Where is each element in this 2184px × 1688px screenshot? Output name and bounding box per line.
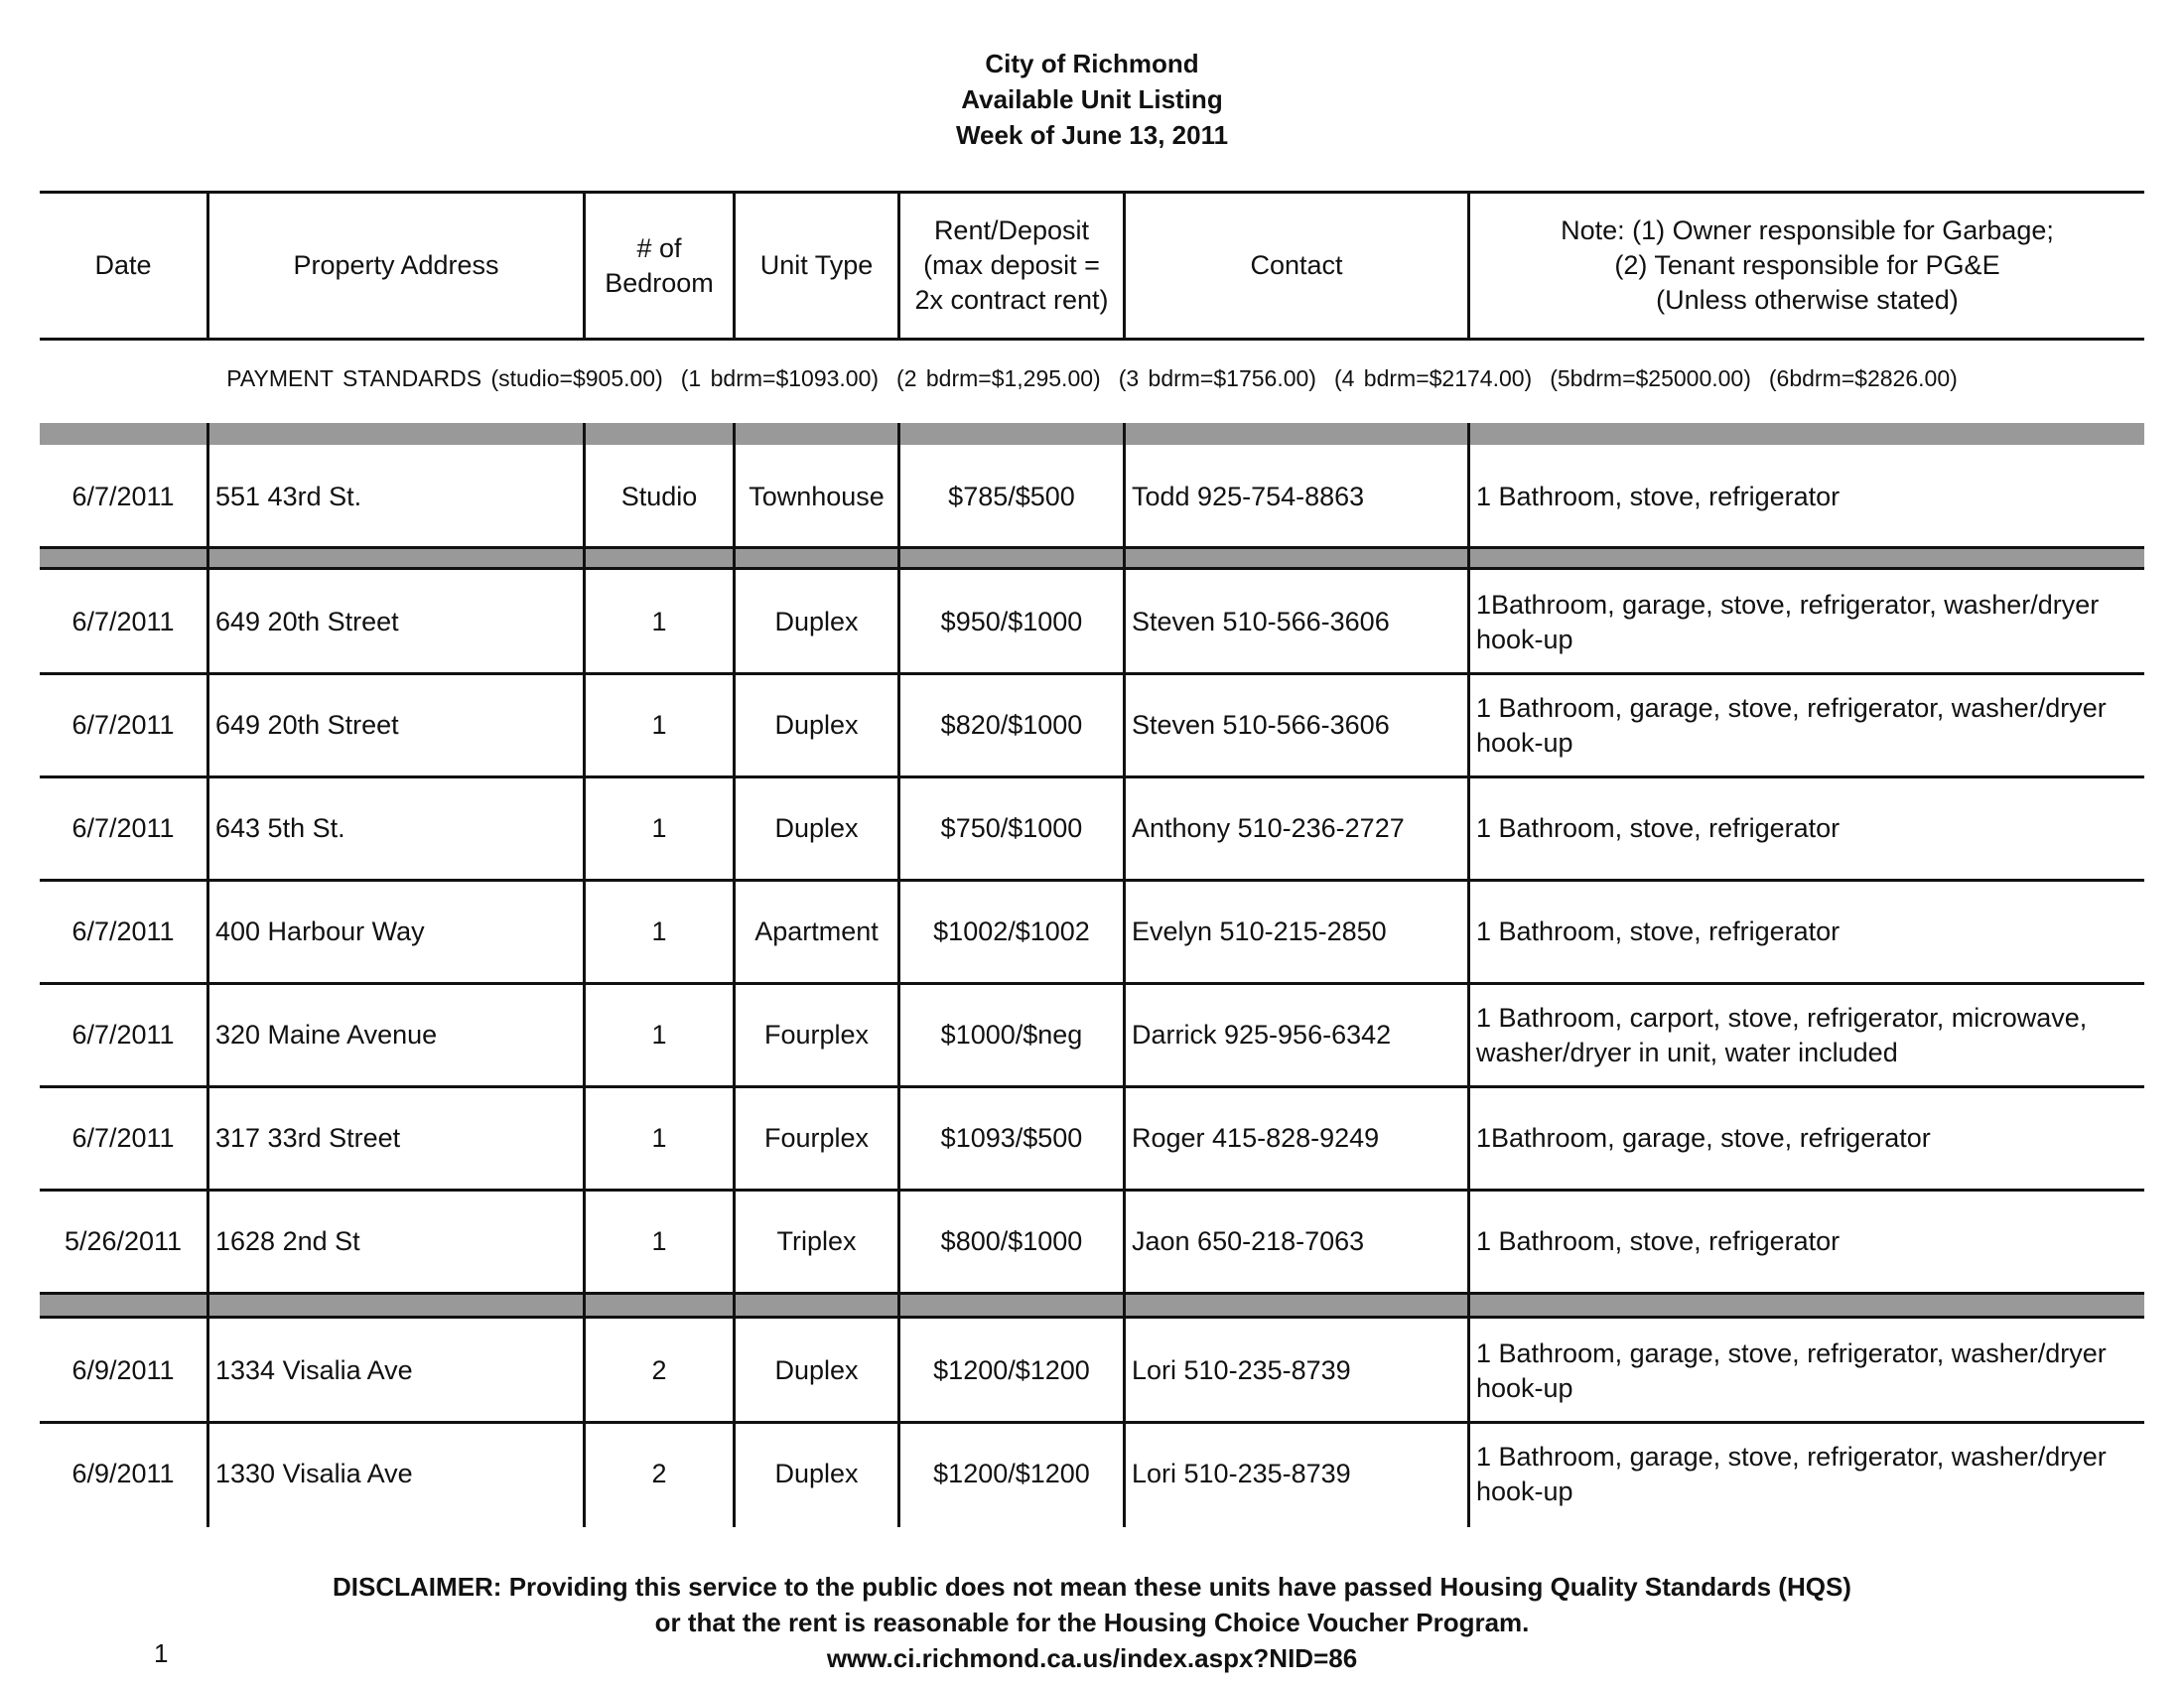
cell-address: 320 Maine Avenue (215, 1020, 438, 1050)
cell-unit-type: Fourplex (763, 1020, 870, 1050)
document-subtitle: Available Unit Listing (961, 84, 1223, 114)
header-bottom-rule (40, 338, 2144, 341)
cell-date: 6/7/2011 (71, 1020, 175, 1050)
cell-contact: Darrick 925-956-6342 (1132, 1020, 1392, 1050)
cell-note: 1 Bathroom, stove, refrigerator (1476, 1226, 1841, 1256)
column-header-note: Note: (1) Owner responsible for Garbage; (2) Tenant responsible for PG&E (Unless otherwise stated) (1561, 215, 2054, 315)
cell-contact: Roger 415-828-9249 (1132, 1123, 1380, 1153)
row-rule (40, 567, 2144, 570)
cell-note: 1 Bathroom, garage, stove, refrigerator, washer/dryer hook-up (1476, 692, 2107, 758)
page-number: 1 (154, 1638, 169, 1668)
cell-contact: Lori 510-235-8739 (1132, 1459, 1351, 1488)
cell-address: 649 20th Street (215, 607, 399, 636)
cell-note: 1Bathroom, garage, stove, refrigerator (1476, 1123, 1931, 1153)
cell-bedroom: 1 (651, 710, 667, 740)
disclaimer-line-2: or that the rent is reasonable for the Housing Choice Voucher Program. (654, 1608, 1530, 1637)
cell-rent: $1200/$1200 (933, 1355, 1090, 1385)
cell-note: 1 Bathroom, stove, refrigerator (1476, 813, 1841, 843)
cell-contact: Todd 925-754-8863 (1132, 482, 1365, 511)
cell-address: 400 Harbour Way (215, 916, 425, 946)
column-header-bedroom: # of Bedroom (605, 232, 714, 298)
cell-date: 6/7/2011 (71, 1123, 175, 1153)
payment-standard-item: (1 bdrm=$1093.00) (680, 365, 880, 391)
cell-unit-type: Duplex (774, 607, 859, 636)
cell-address: 649 20th Street (215, 710, 399, 740)
cell-note: 1 Bathroom, garage, stove, refrigerator, washer/dryer hook-up (1476, 1337, 2107, 1403)
cell-contact: Evelyn 510-215-2850 (1132, 916, 1387, 946)
cell-unit-type: Duplex (774, 1459, 859, 1488)
group-separator (40, 1293, 2144, 1316)
cell-date: 6/9/2011 (71, 1355, 175, 1385)
cell-note: 1 Bathroom, stove, refrigerator (1476, 916, 1841, 946)
document-title: City of Richmond (985, 49, 1199, 78)
cell-date: 6/7/2011 (71, 607, 175, 636)
cell-unit-type: Duplex (774, 710, 859, 740)
cell-unit-type: Townhouse (749, 482, 885, 511)
cell-rent: $1000/$neg (940, 1020, 1083, 1050)
group-separator (40, 547, 2144, 567)
cell-unit-type: Duplex (774, 813, 859, 843)
cell-address: 643 5th St. (215, 813, 345, 843)
cell-date: 6/9/2011 (71, 1459, 175, 1488)
cell-bedroom: 1 (651, 813, 667, 843)
cell-address: 1628 2nd St (215, 1226, 360, 1256)
cell-contact: Jaon 650-218-7063 (1132, 1226, 1365, 1256)
cell-bedroom: 1 (651, 916, 667, 946)
row-rule (40, 546, 2144, 549)
cell-rent: $785/$500 (948, 482, 1075, 511)
cell-address: 1334 Visalia Ave (215, 1355, 413, 1385)
cell-bedroom: 1 (651, 607, 667, 636)
cell-rent: $1200/$1200 (933, 1459, 1090, 1488)
cell-contact: Lori 510-235-8739 (1132, 1355, 1351, 1385)
cell-rent: $1093/$500 (940, 1123, 1083, 1153)
cell-contact: Steven 510-566-3606 (1132, 710, 1390, 740)
cell-address: 1330 Visalia Ave (215, 1459, 413, 1488)
column-header-date: Date (94, 250, 152, 280)
cell-rent: $1002/$1002 (933, 916, 1090, 946)
payment-standard-item: (3 bdrm=$1756.00) (1118, 365, 1316, 391)
cell-note: 1 Bathroom, carport, stove, refrigerator, microwave, washer/dryer in unit, water included (1476, 1002, 2088, 1067)
column-header-unit-type: Unit Type (759, 250, 874, 280)
document-week: Week of June 13, 2011 (955, 120, 1229, 150)
payment-standard-item: (5bdrm=$25000.00) (1550, 365, 1751, 391)
row-rule (40, 1292, 2144, 1295)
payment-standard-item: (4 bdrm=$2174.00) (1333, 365, 1533, 391)
cell-bedroom: 1 (651, 1020, 667, 1050)
cell-date: 5/26/2011 (64, 1226, 183, 1256)
cell-note: 1Bathroom, garage, stove, refrigerator, washer/dryer hook-up (1476, 589, 2100, 654)
cell-unit-type: Fourplex (763, 1123, 870, 1153)
cell-rent: $950/$1000 (940, 607, 1083, 636)
cell-date: 6/7/2011 (71, 813, 175, 843)
cell-address: 551 43rd St. (215, 482, 362, 511)
cell-unit-type: Triplex (776, 1226, 857, 1256)
cell-contact: Anthony 510-236-2727 (1132, 813, 1405, 843)
cell-bedroom: Studio (620, 482, 698, 511)
cell-bedroom: 1 (651, 1226, 667, 1256)
payment-standard-item: (2 bdrm=$1,295.00) (896, 365, 1101, 391)
disclaimer-line-1: DISCLAIMER: Providing this service to the public does not mean these units have passed Housing Quality Standards (HQS) (333, 1572, 1851, 1602)
cell-rent: $820/$1000 (940, 710, 1083, 740)
cell-date: 6/7/2011 (71, 916, 175, 946)
cell-date: 6/7/2011 (71, 482, 175, 511)
cell-rent: $800/$1000 (940, 1226, 1083, 1256)
cell-note: 1 Bathroom, garage, stove, refrigerator, washer/dryer hook-up (1476, 1441, 2107, 1506)
cell-unit-type: Apartment (754, 916, 879, 946)
cell-date: 6/7/2011 (71, 710, 175, 740)
cell-address: 317 33rd Street (215, 1123, 401, 1153)
payment-standard-item: PAYMENT STANDARDS (studio=$905.00) (226, 365, 663, 391)
cell-note: 1 Bathroom, stove, refrigerator (1476, 482, 1841, 511)
payment-standard-item: (6bdrm=$2826.00) (1768, 365, 1958, 391)
cell-bedroom: 2 (651, 1459, 667, 1488)
cell-rent: $750/$1000 (940, 813, 1083, 843)
row-rule (40, 1316, 2144, 1319)
cell-bedroom: 2 (651, 1355, 667, 1385)
cell-contact: Steven 510-566-3606 (1132, 607, 1390, 636)
column-header-rent: Rent/Deposit (max deposit = 2x contract rent) (914, 215, 1109, 315)
group-separator (40, 423, 2144, 445)
payment-standards (0, 363, 2184, 393)
cell-bedroom: 1 (651, 1123, 667, 1153)
footer-url: www.ci.richmond.ca.us/index.aspx?NID=86 (826, 1643, 1358, 1673)
column-header-contact: Contact (1250, 250, 1343, 280)
column-header-address: Property Address (293, 250, 499, 280)
cell-unit-type: Duplex (774, 1355, 859, 1385)
